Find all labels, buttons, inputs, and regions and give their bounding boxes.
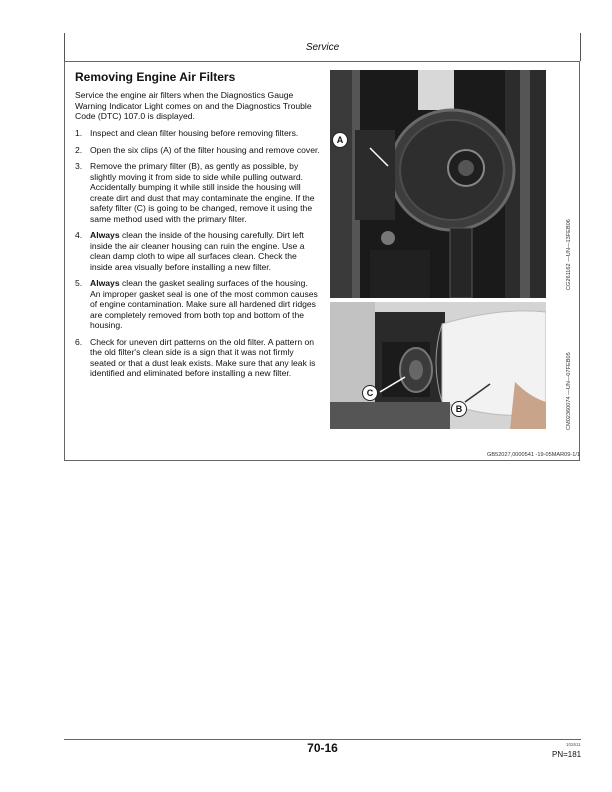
article-title: Removing Engine Air Filters <box>75 70 236 84</box>
list-item <box>75 128 320 139</box>
step-text: Remove the primary filter (B), as gently as possible, by slightly moving it from side to side while pulling outward. Accidentally bumping it while still inside the housing will create dirt and dust that may contaminate the engine. If the safety filter (C) is going to be changed, remove it using the same method used with the primary filter. <box>90 161 315 224</box>
section-title: Service <box>305 42 340 53</box>
step-number: 4. <box>75 230 83 240</box>
callout-c: C <box>362 385 378 401</box>
air-filter-housing-illustration <box>330 70 546 298</box>
step-number: 1. <box>75 128 83 138</box>
step-text: Check for uneven dirt patterns on the old filter. A pattern on the old filter's clean side is a sign that it was not firmly seated or that a dust leak exists. Make sure that any leak is identified and eliminated before installing a new filter. <box>90 336 316 378</box>
figure-caption-top: CG261162 —UN—13FEB06 <box>566 219 572 290</box>
callout-b: B <box>451 401 467 417</box>
list-item <box>75 337 320 379</box>
figure-caption-bottom: CM02360074 —UN—07FEB05 <box>566 352 572 430</box>
step-number: 5. <box>75 278 83 288</box>
part-number: PN=181 <box>552 750 582 759</box>
callout-a: A <box>332 132 348 148</box>
step-text: Open the six clips (A) of the filter housing and remove cover. <box>90 144 320 155</box>
intro-paragraph: Service the engine air filters when the Diagnostics Gauge Warning Indicator Light comes on and the Diagnostics Trouble Code (DTC) 107.0 is displayed. <box>75 90 312 121</box>
document-reference: GB52027,0000541 -19-05MAR09-1/1 <box>487 452 580 458</box>
list-item <box>75 278 320 331</box>
step-emphasis: Always <box>90 278 120 288</box>
page-code: 102611 <box>566 742 581 747</box>
footer-divider <box>64 739 581 740</box>
filter-removal-illustration <box>330 302 546 429</box>
filter-removal-photo <box>330 302 546 429</box>
step-text: clean the inside of the housing carefully. Dirt left inside the air cleaner housing can ruin the engine. Use a clean damp cloth to wipe all surfaces clean. Check the inside area visually before installing a new filter. <box>90 230 305 272</box>
step-emphasis: Always <box>90 230 120 240</box>
air-filter-housing-photo <box>330 70 546 298</box>
page-number: 70-16 <box>307 741 338 755</box>
step-number: 3. <box>75 161 83 171</box>
list-item <box>75 230 320 272</box>
steps-list <box>75 128 320 385</box>
step-text: clean the gasket sealing surfaces of the housing. An improper gasket seal is one of the most common causes of engine contamination. Make sure all hardened dirt ridges are completely removed from both top and bottom of the housing. <box>90 278 318 330</box>
step-number: 6. <box>75 336 83 347</box>
list-item <box>75 145 320 156</box>
step-text: Inspect and clean filter housing before removing filters. <box>90 128 299 138</box>
step-number: 2. <box>75 144 83 155</box>
list-item <box>75 161 320 224</box>
